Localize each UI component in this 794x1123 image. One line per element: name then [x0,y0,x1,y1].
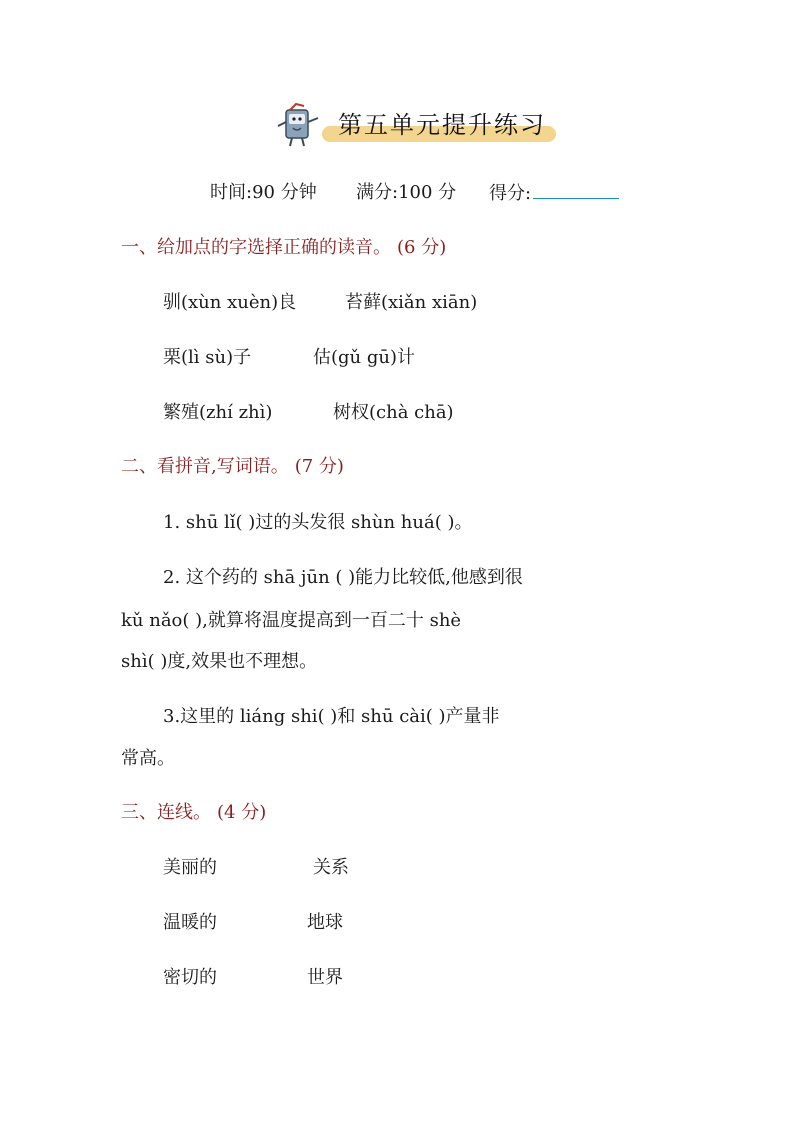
title-banner [274,102,564,150]
section1-title: 一、给加点的字选择正确的读音。 [121,237,391,258]
s2-question2-line3: shì( )度,效果也不理想。 [121,651,318,672]
score-label: 得分: [489,183,532,204]
match-right-3[interactable]: 世界 [307,967,343,988]
s2-question3-line1: 3.这里的 liáng shi( )和 shū cài( )产量非 [163,706,500,727]
score-blank[interactable] [533,180,619,199]
s1-row3-item2: 树杈(chà chā) [333,402,454,423]
section2-heading [121,454,344,480]
section3-points: (4 分) [217,802,267,823]
time-label: 时间:90 分钟 [210,182,317,203]
page-title: 第五单元提升练习 [338,111,546,139]
match-left-3[interactable]: 密切的 [163,967,217,988]
match-right-2[interactable]: 地球 [307,912,343,933]
s2-question2-line1: 2. 这个药的 shā jūn ( )能力比较低,他感到很 [163,567,523,588]
section2-title: 二、看拼音,写词语。 [121,456,289,477]
s2-question1: 1. shū lǐ( )过的头发很 shùn huá( )。 [163,512,473,533]
section1-points: (6 分) [397,237,447,258]
section2-points: (7 分) [294,456,344,477]
score-field[interactable] [489,180,619,207]
section1-heading [121,235,446,261]
section3-heading [121,800,266,826]
full-score-label: 满分:100 分 [356,182,457,203]
s1-row2-item2: 估(gǔ gū)计 [313,347,415,368]
book-mascot-icon [274,102,324,150]
s2-question3-line2: 常高。 [121,748,175,769]
s1-row1-item1: 驯(xùn xuèn)良 [163,292,297,313]
s1-row2-item1: 栗(lì sù)子 [163,347,252,368]
s1-row3-item1: 繁殖(zhí zhì) [163,402,273,423]
section3-title: 三、连线。 [121,802,211,823]
s1-row1-item2: 苔藓(xiǎn xiān) [345,292,478,313]
match-right-1[interactable]: 关系 [313,857,349,878]
match-left-2[interactable]: 温暖的 [163,912,217,933]
s2-question2-line2: kǔ nǎo( ),就算将温度提高到一百二十 shè [121,610,462,631]
match-left-1[interactable]: 美丽的 [163,857,217,878]
